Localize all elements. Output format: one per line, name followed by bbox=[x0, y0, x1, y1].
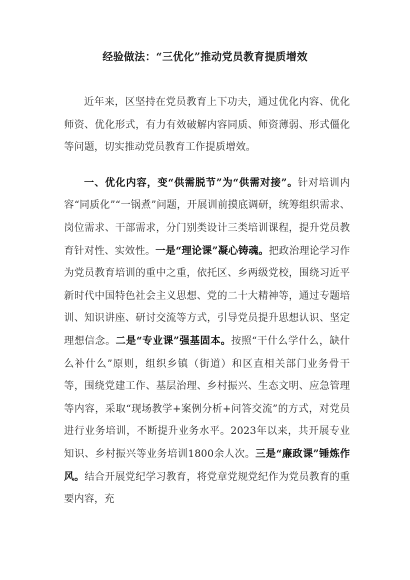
section-1-text: 针对培训内容“同质化”“一锅煮”问题，开展训前摸底调研，统筹组织需求、岗位需求、干部需求，分门别类设计三类培训课程，提升党员教育针对性、实效性。 bbox=[64, 177, 351, 257]
section-1-heading: 一、优化内容，变“供需脱节”为“供需对接”。 bbox=[84, 177, 298, 189]
document-body bbox=[64, 92, 350, 512]
intro-paragraph: 近年来，区坚持在党员教育上下功夫，通过优化内容、优化师资、优化形式，有力有效破解内容同质、师资薄弱、形式僵化等问题，切实推动党员教育工作提质增效。 bbox=[64, 97, 350, 154]
point-1-heading: 一是“理论课”凝心铸魂。 bbox=[155, 245, 269, 257]
point-3-heading: 三是“廉政课”锤炼作风。 bbox=[64, 448, 350, 483]
point-2-text: 按照“干什么学什么，缺什么补什么”原则，组织乡镇（街道）和区直相关部门业务骨干等，围绕党建工作、基层治理、乡村振兴、生态文明、应急管理等内容，采取“现场教学+案例分析+问答交流”的方式，对党员进行业务培训，不断提升业务水平。2023年以来，共开展专业知识、乡村振兴等业务培训1800余人次。 bbox=[64, 335, 350, 460]
point-1-text: 把政治理论学习作为党员教育培训的重中之重，依托区、乡两级党校，围绕习近平新时代中国特色社会主义思想、党的二十大精神等，通过专题培训、知识讲座、研讨交流等方式，引导党员提升思想认识、坚定理想信念。 bbox=[64, 245, 350, 347]
point-3-text: 结合开展党纪学习教育，将党章党规党纪作为党员教育的重要内容，充 bbox=[64, 471, 350, 506]
point-2-heading: 二是“专业课”强基固本。 bbox=[115, 335, 232, 347]
document-title: 经验做法：“三优化”推动党员教育提质增效 bbox=[102, 51, 308, 63]
section-1-paragraph bbox=[64, 173, 350, 512]
